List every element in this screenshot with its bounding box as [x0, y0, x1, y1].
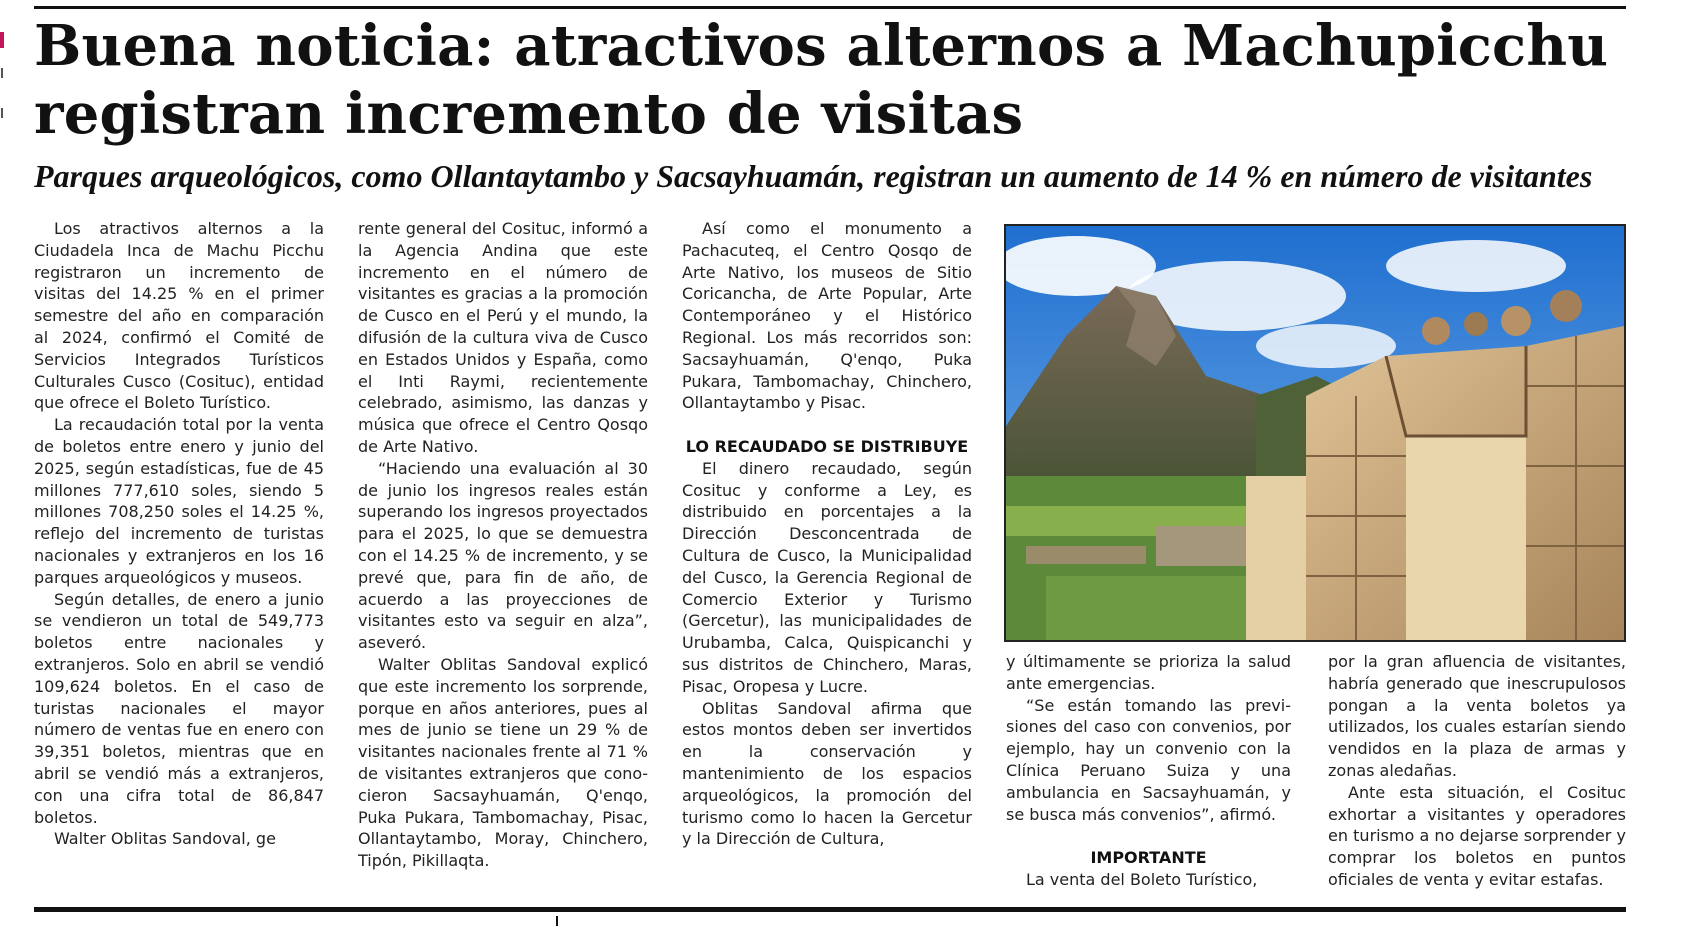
bottom-rule — [34, 907, 1626, 912]
edge-mark — [1, 68, 3, 78]
paragraph: Los atractivos alternos a la Ciudadela Inca de Machu Picchu registraron un incremento de visitas del 14.25 % en el primer semestre del año en comparación al 2024, confirmó el Comité de Servicios Integrados Turísticos Culturales Cusco (Cosituc), entidad que ofrece el Boleto Turístico. — [34, 219, 324, 413]
paragraph: Según detalles, de enero a junio se vendieron un total de 549,773 boletos entre nacionales y extranjeros. Solo en abril se vendió 109,624 boletos. En el caso de turistas nacionales el mayor número de ventas fue en enero con 39,351 boletos, mientras que en abril se vendió más a extranjeros, con una cifra total de 86,847 boletos. — [34, 589, 324, 827]
paragraph: por la gran afluencia de visitantes, habría generado que inescrupulosos pongan a la venta boletos ya utilizados, los cuales estarían siendo vendidos en la plaza de armas y zonas aledañas. — [1328, 652, 1626, 780]
paragraph: Walter Oblitas Sandoval, ge — [54, 829, 276, 849]
column-4 — [1006, 651, 1291, 891]
paragraph: La recaudación total por la venta de boletos entre enero y junio del 2025, según estadísticas, fue de 45 millones 777,610 soles, siendo 5 millones 708,250 soles el 14.25 %, reflejo del incremento de turistas nacionales y extranjeros en los 16 parques arqueológicos y museos. — [34, 415, 324, 587]
column-5 — [1328, 651, 1626, 891]
paragraph: Oblitas Sandoval afirma que estos montos deben ser invertidos en la conservación y mantenimiento de los espacios arqueológicos, la promoción del turismo como lo hacen la Gercetur y la Dirección de Cultura, — [682, 698, 972, 849]
column-2 — [358, 218, 648, 872]
edge-mark — [1, 108, 3, 118]
paragraph: El dinero recaudado, según Cosituc y conforme a Ley, es distribuido en porcentajes a la Dirección Desconcentrada de Cultura de Cusco, la Municipalidad del Cusco, la Gerencia Regional de Comercio Exterior y Turismo (Gercetur), las municipalidades de Urubamba, Calca, Quispicanchi y sus distritos de Chinchero, Maras, Pisac, Oropesa y Lucre. — [682, 458, 972, 696]
ollantaytambo-photo — [1006, 226, 1624, 640]
edge-mark — [0, 32, 4, 48]
article-subheadline: Parques arqueológicos, como Ollantaytambo y Sacsayhuamán, registran un aumento de 14 % en número de visitantes — [34, 158, 1593, 194]
paragraph: y últimamente se prioriza la salud ante emergencias. — [1006, 652, 1291, 693]
paragraph: Walter Oblitas Sandoval explicó que este incremento los sorprende, porque en años anteriores, pues al mes de junio se tiene un 29 % de visitantes nacionales frente al 71 % de visitantes extranjeros que conocieron Sacsayhuamán, Q'enqo, Puka Pukara, Tambomachay, Pisac, Ollantaytambo, Moray, Chinchero, Tipón, Pikillaqta. — [358, 654, 648, 871]
column-3 — [682, 218, 972, 850]
section-heading: LO RECAUDADO SE DISTRIBUYE — [685, 436, 969, 456]
section-heading: IMPORTANTE — [1090, 848, 1207, 868]
paragraph: La venta del Boleto Turístico, — [1026, 869, 1258, 889]
bottom-tick — [556, 916, 558, 926]
top-rule — [34, 6, 1626, 9]
article-photo — [1004, 224, 1626, 642]
paragraph: Ante esta situación, el Cosituc exhortar a visitantes y operadores en turismo a no dejarse sorprender y comprar los boletos en puntos oficiales de venta y evitar estafas. — [1328, 782, 1626, 889]
article-headline: Buena noticia: atractivos alternos a Machupicchu registran incremento de visitas — [34, 13, 1609, 147]
column-1 — [34, 218, 324, 850]
paragraph: “Se están tomando las previsiones del caso con convenios, por ejemplo, hay un convenio con la Clínica Peruano Suiza y una ambulancia en Sacsayhuamán, y se busca más convenios”, afirmó. — [1006, 695, 1291, 824]
paragraph: “Haciendo una evaluación al 30 de junio los ingresos reales están superando los ingresos proyectados para el 2025, lo que se demuestra con el 14.25 % de incremento, y se prevé que, para fin de año, de acuerdo a las proyecciones de visitantes esto va seguir en alza”, aseveró. — [358, 458, 648, 653]
paragraph: rente general del Cosituc, informó a la Agencia Andina que este incremento en el número de visitantes es gracias a la promoción de Cusco en el Perú y el mundo, la difusión de la cultura viva de Cusco en Estados Unidos y España, como el Inti Raymi, recientemente celebrado, asimismo, las danzas y música que ofrece el Centro Qosqo de Arte Nativo. — [358, 219, 648, 456]
paragraph: Así como el monumento a Pachacuteq, el Centro Qosqo de Arte Nativo, los museos de Sitio Coricancha, de Arte Popular, Arte Contemporáneo y el Histórico Regional. Los más recorridos son: Sacsayhuamán, Q'enqo, Puka Pukara, Tambomachay, Chinchero, Ollantaytambo y Pisac. — [682, 219, 972, 413]
